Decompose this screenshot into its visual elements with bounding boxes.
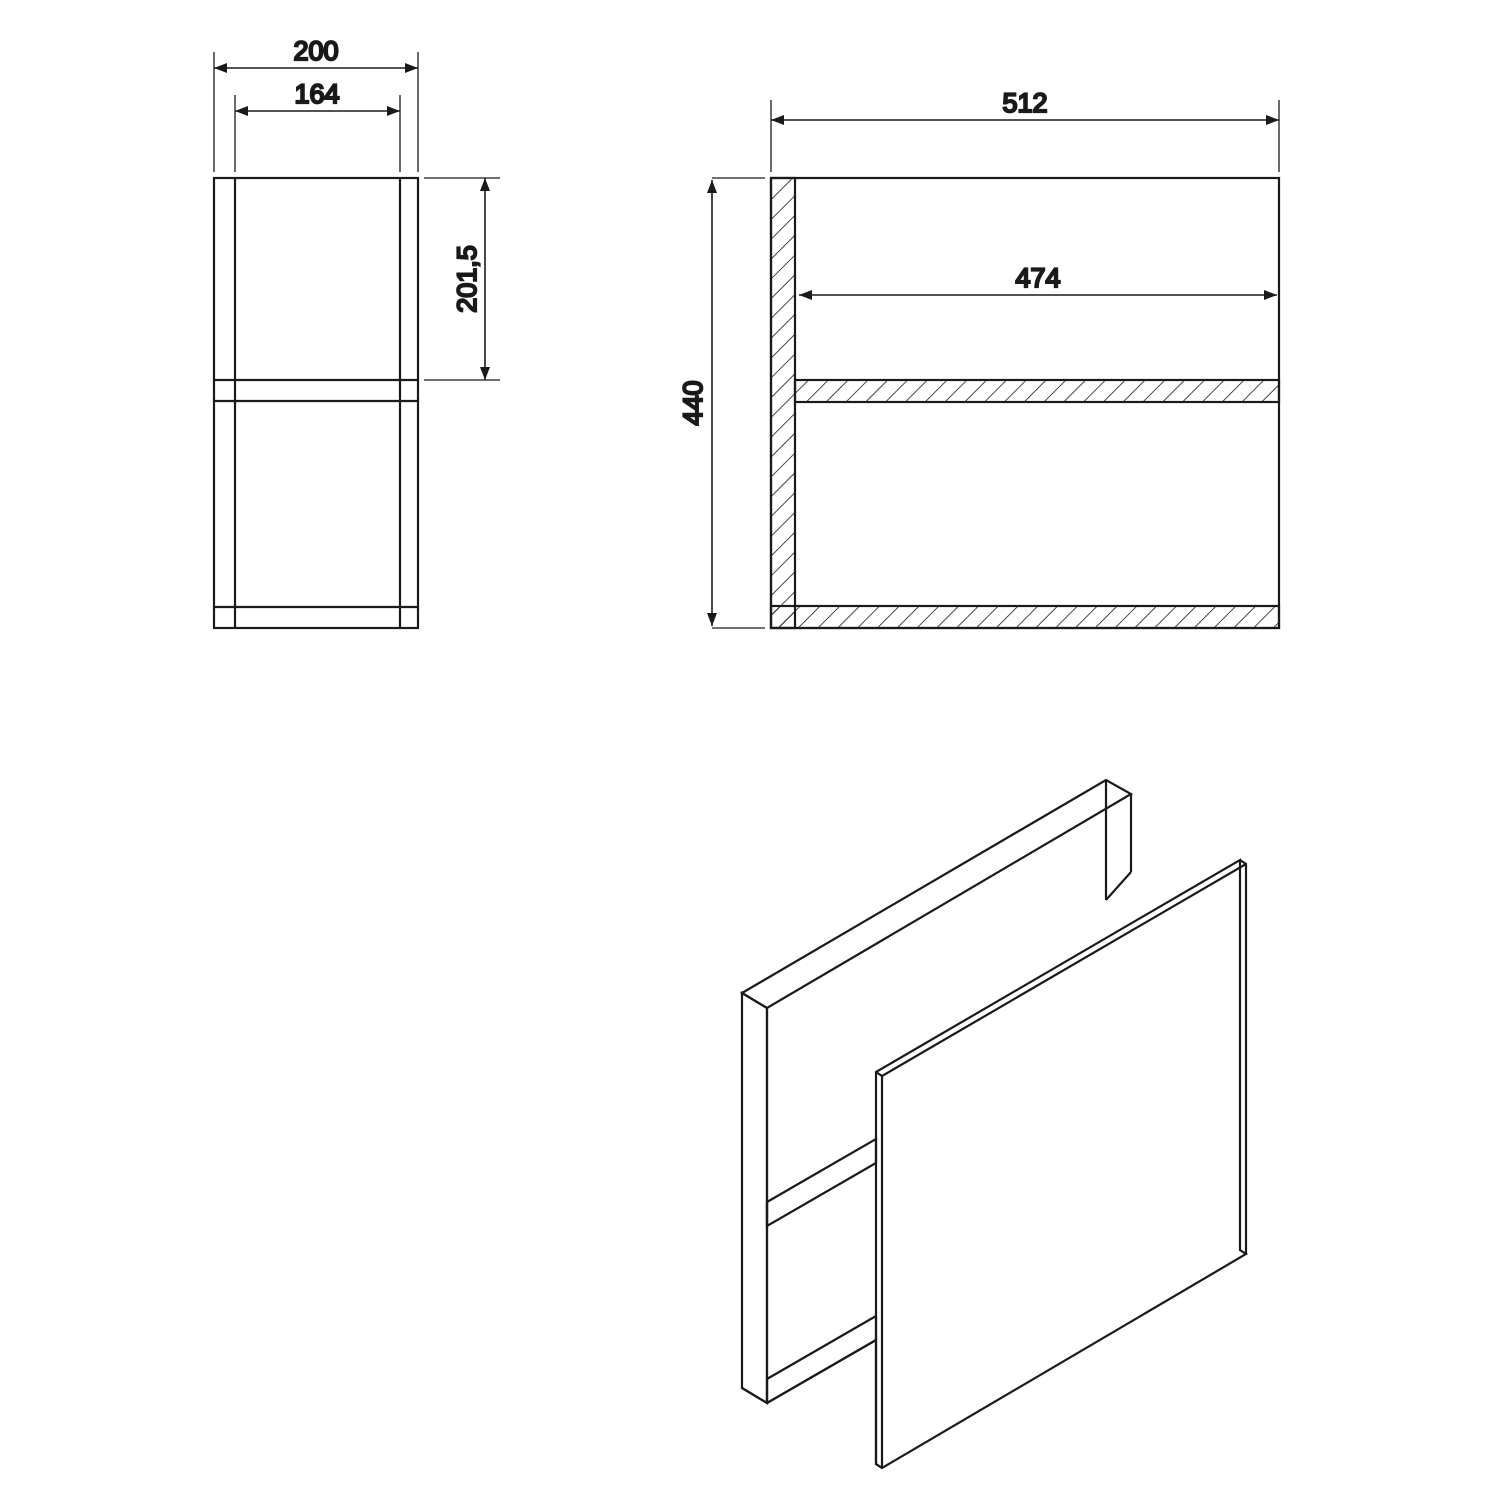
bottom-panel-hatch — [771, 606, 1279, 628]
iso-front-panel — [876, 860, 1246, 1468]
iso-front-panel-top-inner — [882, 864, 1246, 1076]
dimension-164-label: 164 — [294, 79, 340, 109]
iso-bottom-inner-line — [767, 1316, 876, 1379]
iso-bottom-front — [742, 1340, 882, 1468]
iso-left-edge — [742, 993, 767, 1403]
dimension-512-label: 512 — [1002, 88, 1048, 118]
shelf-hatch — [795, 380, 1279, 402]
side-view-extension-lines — [214, 52, 500, 380]
isometric-view-group — [742, 780, 1246, 1468]
front-view-extension-lines — [712, 100, 1279, 628]
side-view-group — [214, 36, 500, 628]
dimension-200-label: 200 — [293, 36, 339, 66]
dimension-201-5-label: 201,5 — [452, 245, 482, 313]
side-view-outline — [214, 178, 418, 628]
dimension-440-label: 440 — [678, 380, 708, 426]
front-section-view-group — [678, 88, 1279, 628]
iso-bottom-top-line — [767, 1340, 876, 1403]
iso-shelf — [767, 1139, 876, 1226]
dimension-474-label: 474 — [1015, 263, 1061, 293]
iso-top-rail — [742, 780, 1131, 1008]
iso-rail-connector — [1106, 872, 1131, 900]
left-panel-hatch — [771, 178, 795, 628]
